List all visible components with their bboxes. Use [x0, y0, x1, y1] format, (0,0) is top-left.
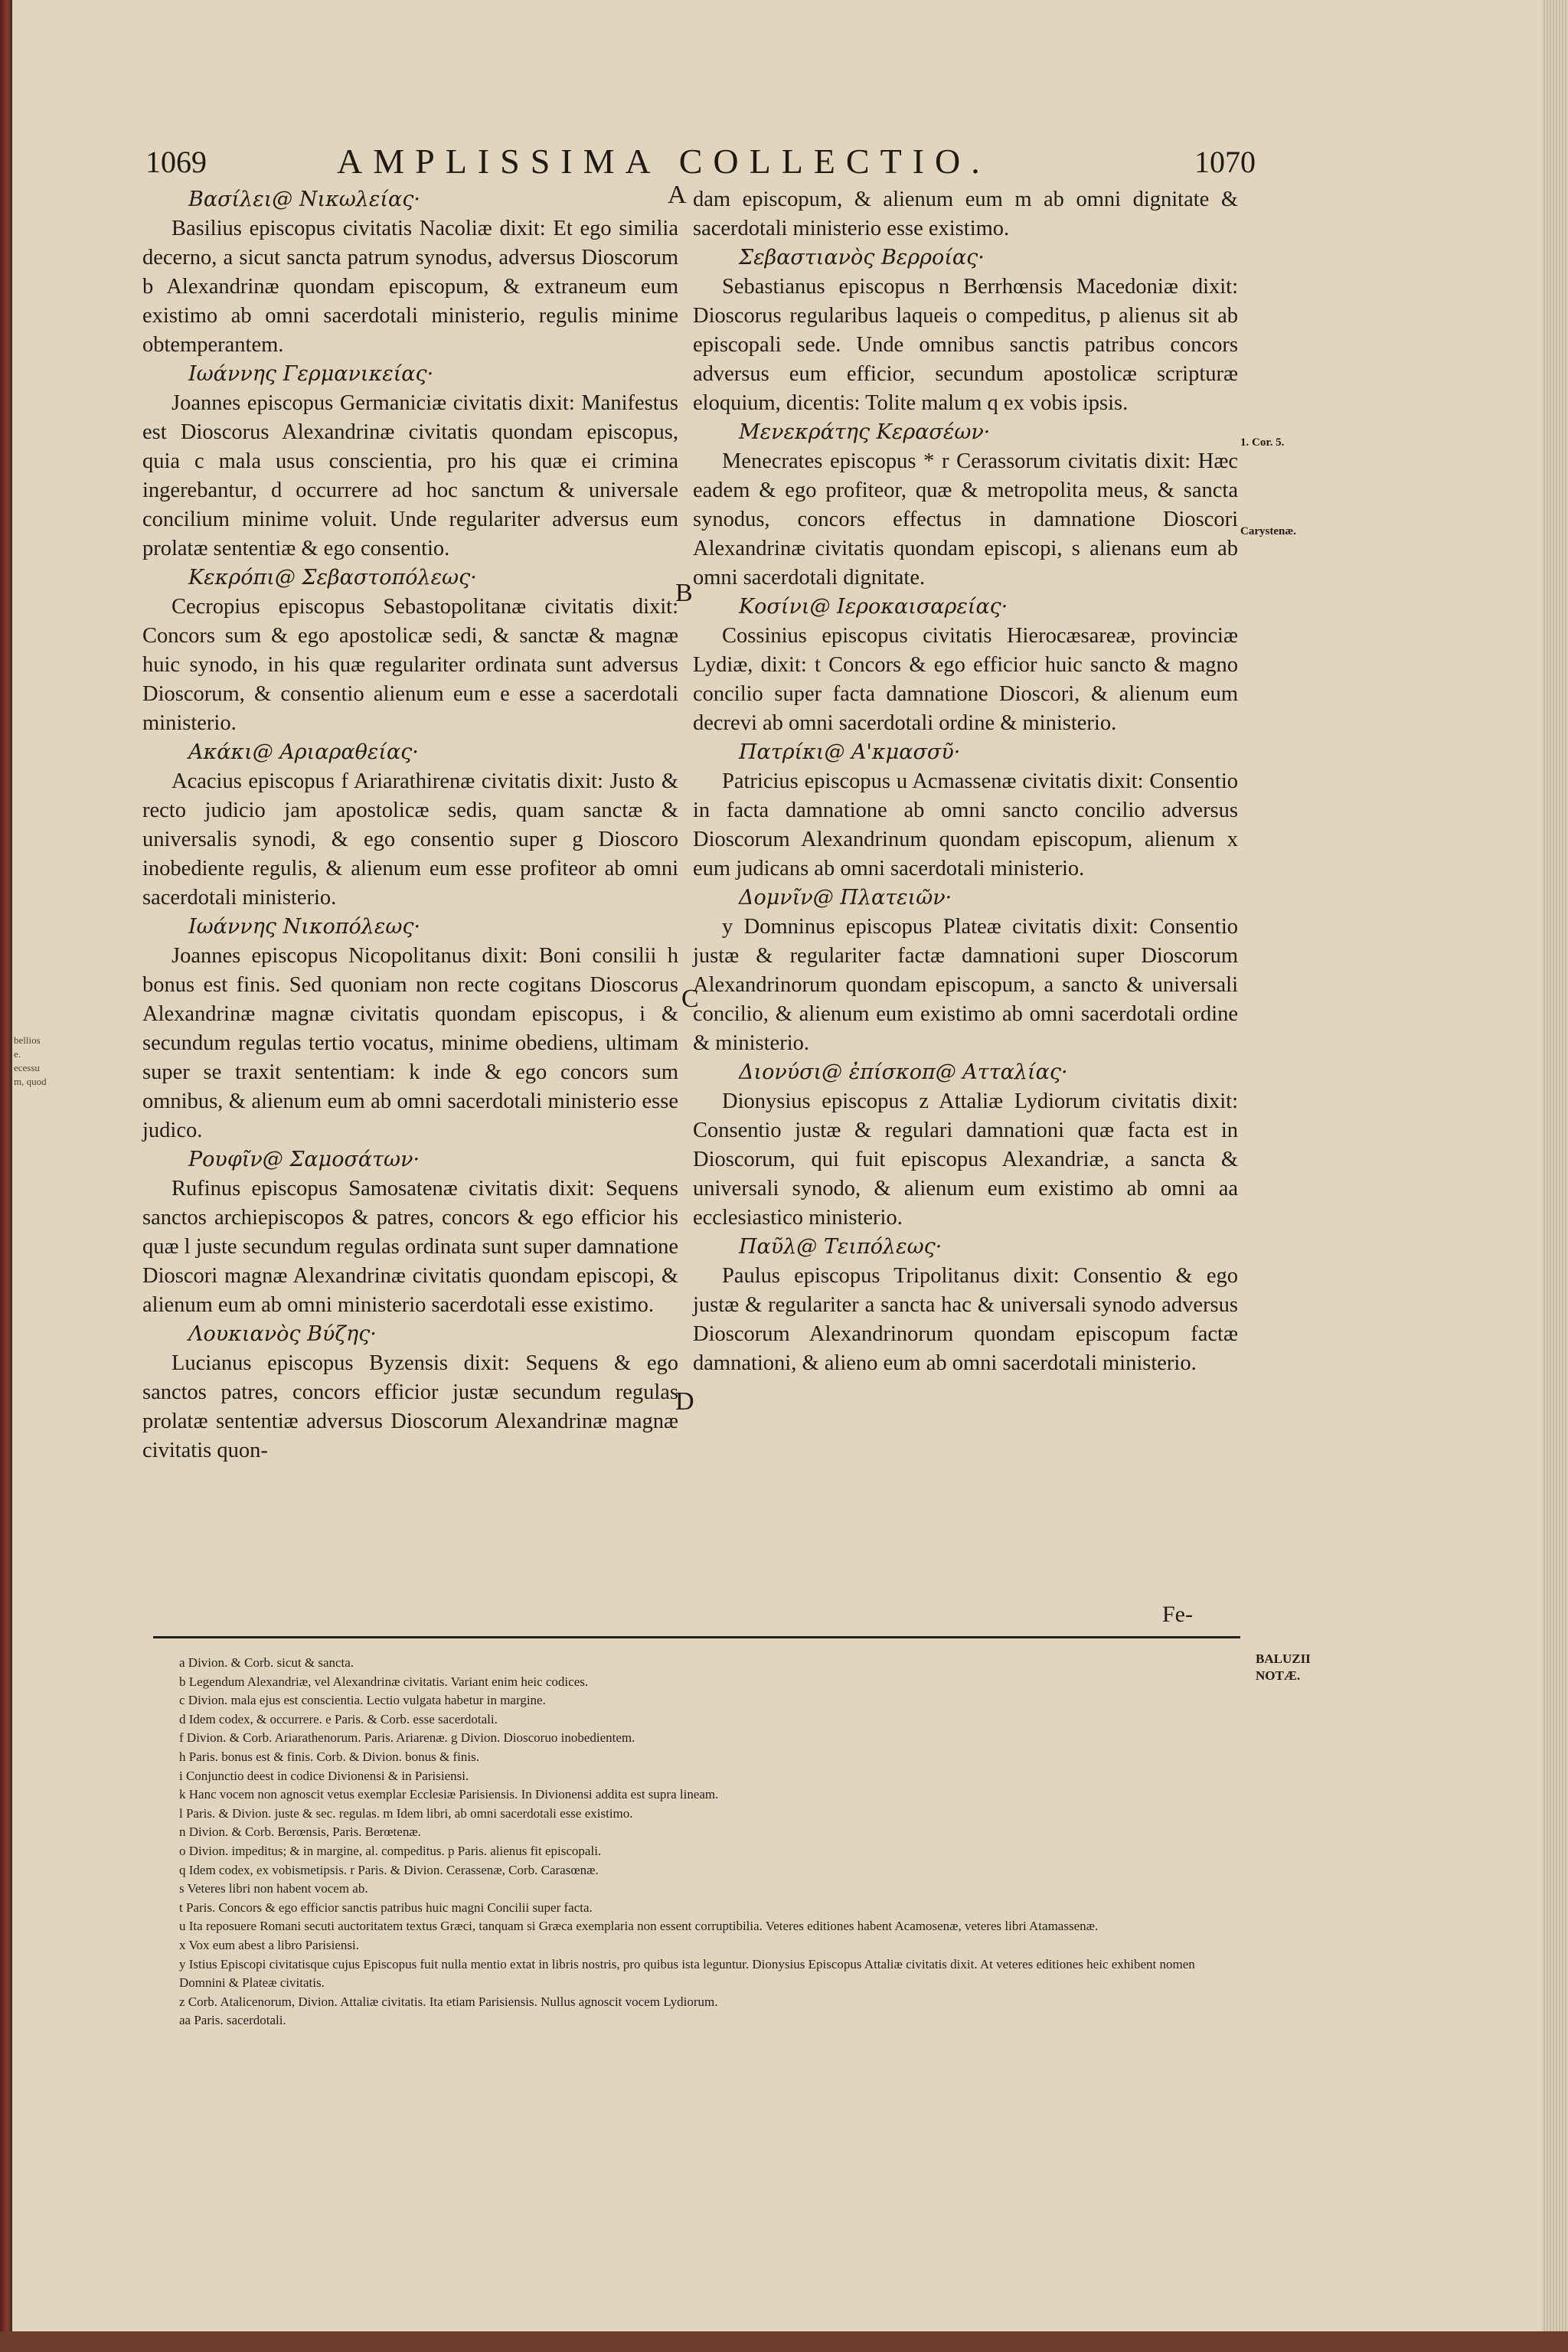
page-number-left: 1069 — [145, 145, 207, 179]
continued-statement: dam episcopum, & alienum eum m ab omni dignitate & sacerdotali ministerio esse existimo. — [693, 188, 1238, 240]
bishop-statement: Joannes episcopus Germaniciæ civitatis dixit: Manifestus est Dioscorus Alexandrinæ civitatis quondam episcopus, quia c mala usus conscientia, pro his quæ ei crimina ingerebantur, d occurrere ad hoc sanctum & universale concilium minime voluit. Unde regulariter adversus eum prolatæ sententiæ & ego consentio. — [142, 391, 678, 560]
footnote: u Ita reposuere Romani secuti auctoritatem textus Græci, tanquam si Græca exemplaria non essent corruptibilia. Veteres editiones habent Acamosenæ, veteres libri Atamassenæ. — [179, 1919, 1099, 1934]
footnote: b Legendum Alexandriæ, vel Alexandrinæ civitatis. Variant enim heic codices. — [179, 1674, 589, 1689]
bishop-statement: Acacius episcopus f Ariarathirenæ civitatis dixit: Justo & recto judicio jam apostolicæ sedis, quam sanctæ & universalis synodi, & ego consentio super g Dioscoro inobediente regulis, & alienum eum esse profiteor ab omni sacerdotali ministerio. — [142, 769, 678, 910]
footnote: aa Paris. sacerdotali. — [179, 2013, 286, 2028]
footnote: n Divion. & Corb. Berœnsis, Paris. Berœtenæ. — [179, 1824, 421, 1840]
bishop-greek-heading: Μενεκράτης Κερασέων· — [739, 420, 991, 444]
section-letter-c: C — [681, 985, 699, 1013]
section-letter-a: A — [668, 181, 687, 209]
bishop-statement: Paulus episcopus Tripolitanus dixit: Consentio & ego justæ & regulariter a sancta hac & universali synodo adversus Dioscorum Alexandrinorum quondam episcopum factæ damnationi, & alieno eum ab omni sacerdotali ministerio. — [693, 1264, 1238, 1375]
bishop-statement: Menecrates episcopus * r Cerassorum civitatis dixit: Hæc eadem & ego profiteor, quæ & metropolita meus, & sancta synodus, concors effectus in damnatione Dioscori Alexandrinæ civitatis quondam episcopi, s alienans eum ab omni sacerdotali dignitate. — [693, 449, 1238, 590]
bishop-statement: Patricius episcopus u Acmassenæ civitatis dixit: Consentio in facta damnatione ab omni sancto concilio adversus Dioscorum Alexandrinum quondam episcopum, alienum x eum judicans ab omni sacerdotali ministerio. — [693, 769, 1238, 880]
bishop-greek-heading: Κεκρόπι@ Σεβαστοπόλεως· — [188, 566, 477, 590]
running-header — [138, 136, 1256, 182]
footnote: l Paris. & Divion. juste & sec. regulas. m Idem libri, ab omni sacerdotali esse existimo. — [179, 1805, 633, 1821]
bishop-statement: Rufinus episcopus Samosatenæ civitatis dixit: Sequens sanctos archiepiscopos & patres, concors & ego efficior his quæ l juste secundum regulas ordinata sunt super damnatione Dioscori magnæ Alexandrinæ civitatis quondam episcopi, & alienum eum ab omni ministerio sacerdotali esse existimo. — [142, 1177, 678, 1317]
section-letter-d: D — [675, 1387, 694, 1416]
footnote: k Hanc vocem non agnoscit vetus exemplar Ecclesiæ Parisiensis. In Divionensi addita est supra lineam. — [179, 1787, 719, 1802]
footnote: c Divion. mala ejus est conscientia. Lectio vulgata habetur in margine. — [179, 1693, 546, 1708]
footnote: f Divion. & Corb. Ariarathenorum. Paris. Ariarenæ. g Divion. Dioscoruo inobedientem. — [179, 1730, 635, 1746]
bishop-greek-heading: Κοσίνι@ Ιεροκαισαρείας· — [739, 595, 1008, 619]
footnote: o Divion. impeditus; & in margine, al. compeditus. p Paris. alienus fit episcopali. — [179, 1843, 602, 1858]
footnote: h Paris. bonus est & finis. Corb. & Divion. bonus & finis. — [179, 1749, 479, 1764]
page-number-right: 1070 — [1194, 145, 1256, 179]
footnote: y Istius Episcopi civitatisque cujus Episcopus fuit nulla mentio extat in libris nostris, pro quibus ista leguntur. Dionysius Episcopus Attaliæ civitatis dixit. At veteres editiones heic exhibent nomen Domnini & Plateæ civitatis. — [179, 1956, 1195, 1991]
book-spine — [0, 0, 12, 2352]
bishop-greek-heading: Διονύσι@ ἐπίσκοπ@ Ατταλίας· — [739, 1060, 1068, 1084]
catchword: Fe- — [1162, 1602, 1193, 1627]
bishop-greek-heading: Σεβαστιανὸς Βερροίας· — [739, 246, 985, 270]
bishop-statement: Cossinius episcopus civitatis Hierocæsareæ, provinciæ Lydiæ, dixit: t Concors & ego efficior huic sancto & magno concilio super facta damnatione Dioscori, & alienum eum decrevi ab omni sacerdotali ordine & ministerio. — [693, 624, 1238, 735]
bishop-greek-heading: Λουκιανὸς Βύζης· — [188, 1322, 377, 1346]
footnote: s Veteres libri non habent vocem ab. — [179, 1881, 368, 1896]
book-cover-bottom — [0, 2331, 1568, 2352]
margin-reference: Carystenæ. — [1240, 525, 1296, 537]
bishop-statement: Basilius episcopus civitatis Nacoliæ dixit: Et ego similia decerno, a sicut sancta patrum synodus, adversus Dioscorum b Alexandrinæ quondam episcopum, & extraneum eum existimo ab omni sacerdotali ministerio, regulis minime obtemperantem. — [142, 217, 678, 357]
bishop-greek-heading: Ρουφῖν@ Σαμοσάτων· — [188, 1148, 420, 1171]
notes-heading: BALUZII NOTÆ. — [1256, 1651, 1311, 1683]
margin-reference: 1. Cor. 5. — [1240, 436, 1285, 449]
bishop-statement: Joannes episcopus Nicopolitanus dixit: Boni consilii h bonus est finis. Sed quoniam non recte cogitans Dioscorus Alexandrinæ magnæ civitatis quondam episcopus, i & secundum regulas tertio vocatus, minime obediens, ultimam super se traxit sententiam: k inde & ego concors sum omnibus, & alienum eum ab omni sacerdotali ministerio esse judico. — [142, 944, 678, 1142]
footnote: t Paris. Concors & ego efficior sanctis patribus huic magni Concilii super facta. — [179, 1900, 593, 1915]
footnote: a Divion. & Corb. sicut & sancta. — [179, 1655, 354, 1670]
bishop-statement: Sebastianus episcopus n Berrhœnsis Macedoniæ dixit: Dioscorus regularibus laqueis o compeditus, p alienus sit ab episcopali sede. Unde omnibus sanctis patribus concors adversus eum efficior, secundum apostolicæ scripturæ eloquium, dicentis: Tolite malum q ex vobis ipsis. — [693, 275, 1238, 415]
bishop-statement: Cecropius episcopus Sebastopolitanæ civitatis dixit: Concors sum & ego apostolicæ sedi, & sanctæ & magnæ huic synodo, in his quæ regulariter ordinata sunt adversus Dioscorum, & consentio alienum eum e esse a sacerdotali ministerio. — [142, 595, 678, 735]
left-margin-fragment: bellios — [14, 1034, 41, 1046]
bishop-greek-heading: Παῦλ@ Τειπόλεως· — [739, 1235, 942, 1259]
footnote-rule — [153, 1636, 1240, 1638]
footnote: x Vox eum abest a libro Parisiensi. — [179, 1937, 359, 1952]
bishop-greek-heading: Πατρίκι@ Α'κμασσῦ· — [739, 740, 961, 764]
bishop-greek-heading: Ιωάννης Γερμανικείας· — [188, 362, 434, 386]
left-margin-fragment: e. — [14, 1048, 21, 1060]
section-letter-b: B — [675, 579, 693, 607]
footnotes — [179, 1654, 1243, 2030]
bishop-statement: Dionysius episcopus z Attaliæ Lydiorum civitatis dixit: Consentio justæ & regulari damnationi quæ facta est in Dioscorum, qui fuit episcopus Alexandriæ, a sancta & universali synodo, & alienum eum existimo ab omni aa ecclesiastico ministerio. — [693, 1089, 1238, 1230]
right-text-column — [693, 185, 1238, 1378]
page-edges — [1542, 0, 1568, 2352]
bishop-greek-heading: Ακάκι@ Αριαραθείας· — [188, 740, 419, 764]
bishop-greek-heading: Βασίλει@ Νικωλείας· — [188, 188, 420, 211]
bishop-statement: Lucianus episcopus Byzensis dixit: Sequens & ego sanctos patres, concors efficior justæ secundum regulas prolatæ sententiæ adversus Dioscorum Alexandrinæ magnæ civitatis quon- — [142, 1351, 678, 1462]
footnote: z Corb. Atalicenorum, Divion. Attaliæ civitatis. Ita etiam Parisiensis. Nullus agnoscit vocem Lydiorum. — [179, 1994, 718, 2009]
footnote: d Idem codex, & occurrere. e Paris. & Corb. esse sacerdotali. — [179, 1711, 498, 1726]
footnote: q Idem codex, ex vobismetipsis. r Paris. & Divion. Cerassenæ, Corb. Carasœnæ. — [179, 1862, 599, 1877]
bishop-greek-heading: Ιωάννης Νικοπόλεως· — [188, 915, 421, 939]
footnote: i Conjunctio deest in codice Divionensi & in Parisiensi. — [179, 1768, 469, 1783]
left-text-column — [142, 185, 678, 1465]
left-margin-fragment: ecessu — [14, 1062, 40, 1073]
page-title: AMPLISSIMA COLLECTIO. — [337, 142, 991, 181]
bishop-greek-heading: Δομνῖν@ Πλατειῶν· — [739, 886, 952, 910]
left-margin-fragment: m, quod — [14, 1076, 47, 1087]
bishop-statement: y Domninus episcopus Plateæ civitatis dixit: Consentio justæ & regulariter factæ damnationi super Dioscorum Alexandrinorum quondam episcopum, a sancto & universali concilio, & alienum eum existimo ab omni sacerdotali ordine & ministerio. — [693, 915, 1238, 1055]
